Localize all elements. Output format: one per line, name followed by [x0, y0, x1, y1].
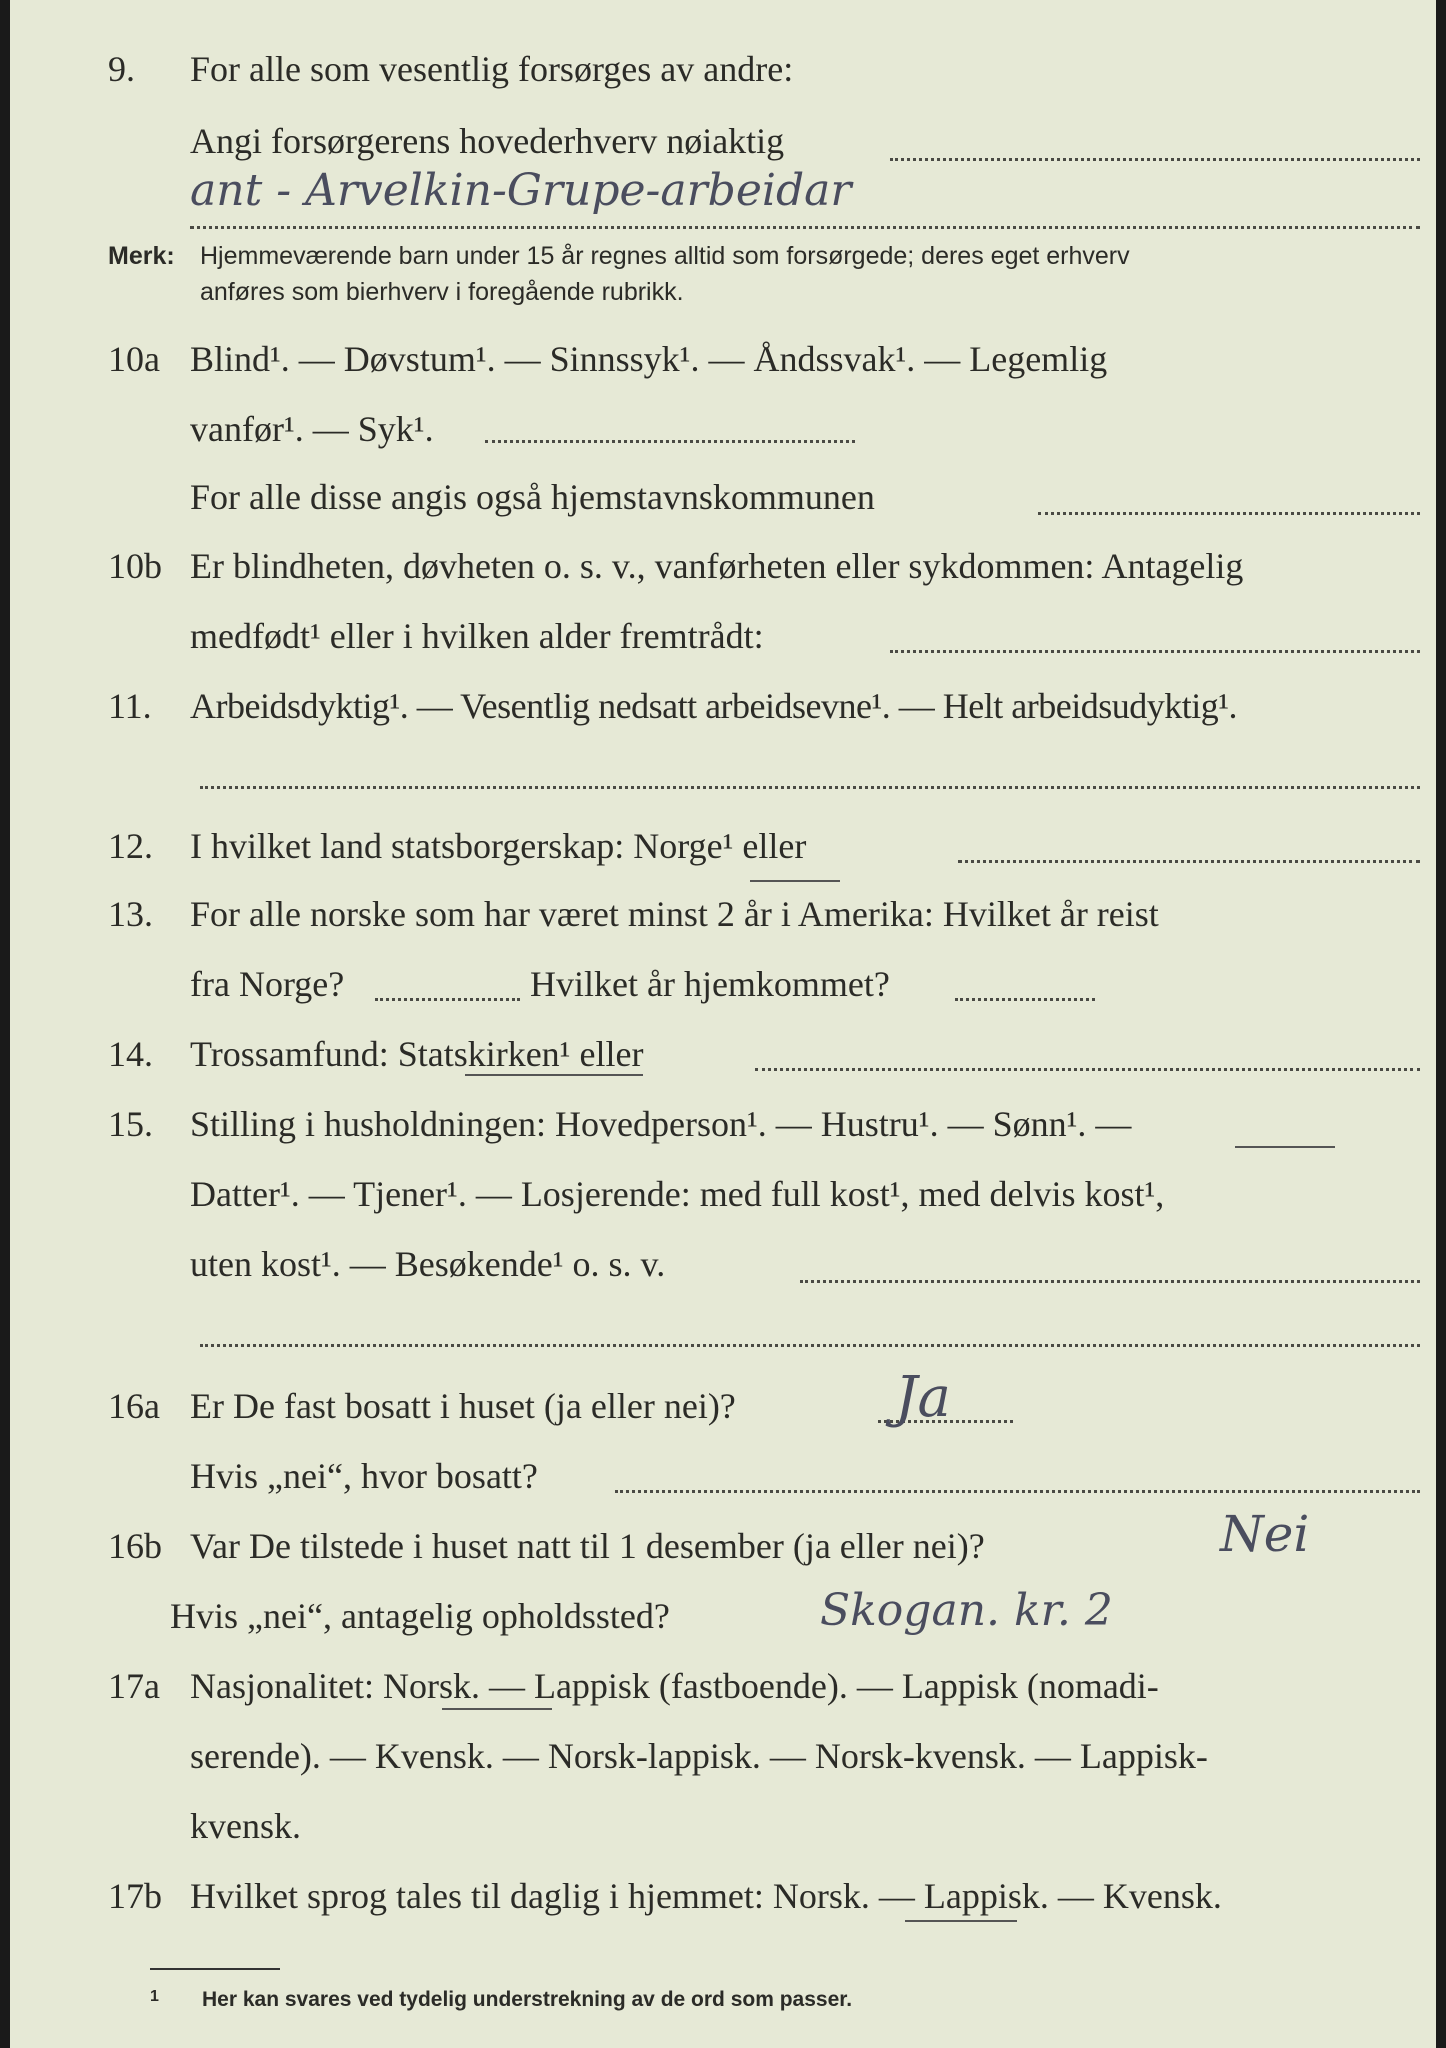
q9-number: 9. — [108, 49, 135, 89]
q10a-home-dotted-line — [1038, 512, 1420, 515]
q14-dotted-line — [755, 1068, 1420, 1071]
q10a-line1: Blind¹. — Døvstum¹. — Sinnssyk¹. — Åndssvak¹. — Legemlig — [190, 339, 1108, 379]
q15-line1: Stilling i husholdningen: Hovedperson¹. — Hustru¹. — Sønn¹. — — [190, 1104, 1132, 1144]
footnote-text: Her kan svares ved tydelig understrekning av de ord som passer. — [202, 1988, 853, 2011]
q16b-handwritten-answer1: Nei — [1220, 1505, 1310, 1563]
merk-line2: anføres som bierhverv i foregående rubrikk. — [200, 278, 684, 306]
census-form-page — [10, 0, 1436, 2048]
q16a-handwritten-answer: Ja — [895, 1365, 951, 1430]
q16a-bosatt-dotted-line — [615, 1490, 1420, 1493]
q16a-number: 16a — [108, 1386, 160, 1426]
q13-number: 13. — [108, 894, 153, 934]
q17b-line1: Hvilket sprog tales til daglig i hjemmet: Norsk. — Lappisk. — Kvensk. — [190, 1876, 1222, 1916]
q16a-line2: Hvis „nei“, hvor bosatt? — [190, 1456, 538, 1496]
q15-dotted-line — [800, 1280, 1420, 1283]
q17a-number: 17a — [108, 1666, 160, 1706]
q17b-number: 17b — [108, 1876, 162, 1916]
q13-line2b: Hvilket år hjemkommet? — [530, 964, 890, 1004]
q15-sonn-underline — [1235, 1146, 1335, 1148]
q14-line1: Trossamfund: Statskirken¹ eller — [190, 1034, 644, 1074]
q17a-line3: kvensk. — [190, 1806, 301, 1846]
merk-line1: Hjemmeværende barn under 15 år regnes alltid som forsørgede; deres eget erhverv — [200, 242, 1130, 270]
q11-number: 11. — [108, 686, 152, 726]
q17b-norsk-underline — [905, 1920, 1017, 1922]
q12-line1: I hvilket land statsborgerskap: Norge¹ eller — [190, 826, 807, 866]
q17a-line2: serende). — Kvensk. — Norsk-lappisk. — Norsk-kvensk. — Lappisk- — [190, 1736, 1208, 1776]
q9-dotted-line — [890, 158, 1420, 161]
footnote-rule — [150, 1968, 280, 1970]
q14-statskirken-underline — [465, 1074, 643, 1076]
q10b-dotted-line — [890, 650, 1420, 653]
q13-line1: For alle norske som har været minst 2 år i Amerika: Hvilket år reist — [190, 894, 1159, 934]
q15-line2: Datter¹. — Tjener¹. — Losjerende: med full kost¹, med delvis kost¹, — [190, 1174, 1165, 1214]
q11-dotted-line — [200, 786, 1420, 789]
q16b-number: 16b — [108, 1526, 162, 1566]
q9-answer-line — [190, 226, 1420, 229]
q13-line2a: fra Norge? — [190, 964, 345, 1004]
footnote-mark: 1 — [150, 1988, 159, 2005]
merk-label: Merk: — [108, 242, 175, 270]
q11-line1: Arbeidsdyktig¹. — Vesentlig nedsatt arbeidsevne¹. — Helt arbeidsudyktig¹. — [190, 686, 1238, 726]
q10a-line2: vanfør¹. — Syk¹. — [190, 409, 434, 449]
q10b-line2: medfødt¹ eller i hvilken alder fremtrådt: — [190, 616, 764, 656]
q9-line1: For alle som vesentlig forsørges av andre: — [190, 49, 794, 89]
q13-hjemkommet-dotted-line — [955, 998, 1095, 1001]
q16b-line1: Var De tilstede i huset natt til 1 desember (ja eller nei)? — [190, 1526, 985, 1566]
q16b-handwritten-answer2: Skogan. kr. 2 — [820, 1585, 1113, 1636]
q9-handwritten-answer: ant - Arvelkin-Grupe-arbeidar — [190, 165, 852, 216]
q15-line3: uten kost¹. — Besøkende¹ o. s. v. — [190, 1244, 666, 1284]
q10a-line3: For alle disse angis også hjemstavnskommunen — [190, 477, 875, 517]
q9-line2: Angi forsørgerens hovederhverv nøiaktig — [190, 121, 785, 161]
q14-number: 14. — [108, 1034, 153, 1074]
q15-extra-dotted-line — [200, 1344, 1420, 1347]
q17a-line1: Nasjonalitet: Norsk. — Lappisk (fastboende). — Lappisk (nomadi- — [190, 1666, 1159, 1706]
q10b-number: 10b — [108, 546, 162, 586]
q12-number: 12. — [108, 826, 153, 866]
q10b-line1: Er blindheten, døvheten o. s. v., vanførheten eller sykdommen: Antagelig — [190, 546, 1244, 586]
q12-norge-underline — [750, 880, 840, 882]
q10a-number: 10a — [108, 339, 160, 379]
q15-number: 15. — [108, 1104, 153, 1144]
q17a-norsk-underline — [442, 1708, 552, 1710]
q12-dotted-line — [958, 860, 1420, 863]
q10a-dotted-line — [485, 440, 855, 443]
q16b-line2: Hvis „nei“, antagelig opholdssted? — [170, 1596, 670, 1636]
q16a-line1: Er De fast bosatt i huset (ja eller nei)? — [190, 1386, 736, 1426]
q13-reist-dotted-line — [375, 998, 520, 1001]
